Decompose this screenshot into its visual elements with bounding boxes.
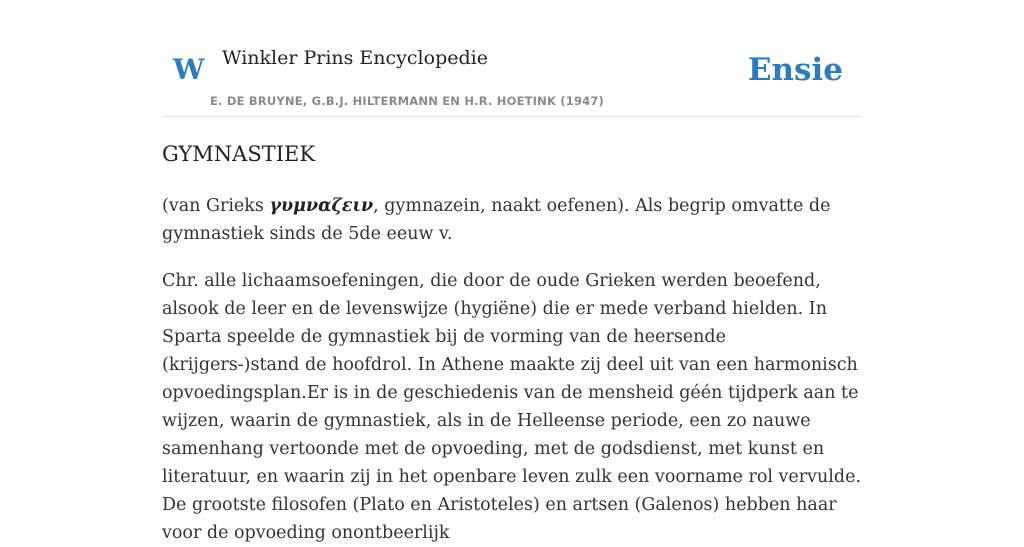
paragraph-text: (van Grieks <box>162 196 270 216</box>
article-title: GYMNASTIEK <box>162 142 316 166</box>
paragraph-text: , gymnazein, naakt oefenen). Als begrip omvatte de gymnastiek sinds de 5de eeuw v. <box>162 196 831 244</box>
source-authors: E. DE BRUYNE, G.B.J. HILTERMANN EN H.R. HOETINK (1947) <box>210 94 605 108</box>
article-paragraph-1 <box>162 192 862 248</box>
site-title[interactable]: Winkler Prins Encyclopedie <box>222 47 488 69</box>
article-page <box>162 0 862 543</box>
site-logo[interactable]: W <box>173 53 205 86</box>
site-header <box>162 0 862 117</box>
article-paragraph-2: Chr. alle lichaamsoefeningen, die door de oude Grieken werden beoefend, alsook de leer en de levenswijze (hygiëne) die er mede verband hielden. In Sparta speelde de gymnastiek bij de vorming van de heersende (krijgers-)stand de hoofdrol. In Athene maakte zij deel uit van een harmonisch opvoedingsplan.Er is in de geschiedenis van de mensheid géén tijdperk aan te wijzen, waarin de gymnastiek, als in de Helleense periode, een zo nauwe samenhang vertoonde met de opvoeding, met de godsdienst, met kunst en literatuur, en waarin zij in het openbare leven zulk een voorname rol vervulde. De grootste filosofen (Plato en Aristoteles) en artsen (Galenos) hebben haar voor de opvoeding onontbeerlijk <box>162 271 862 543</box>
brand-logo[interactable]: Ensie <box>747 52 843 88</box>
greek-term: γυμναζειν <box>269 196 374 216</box>
